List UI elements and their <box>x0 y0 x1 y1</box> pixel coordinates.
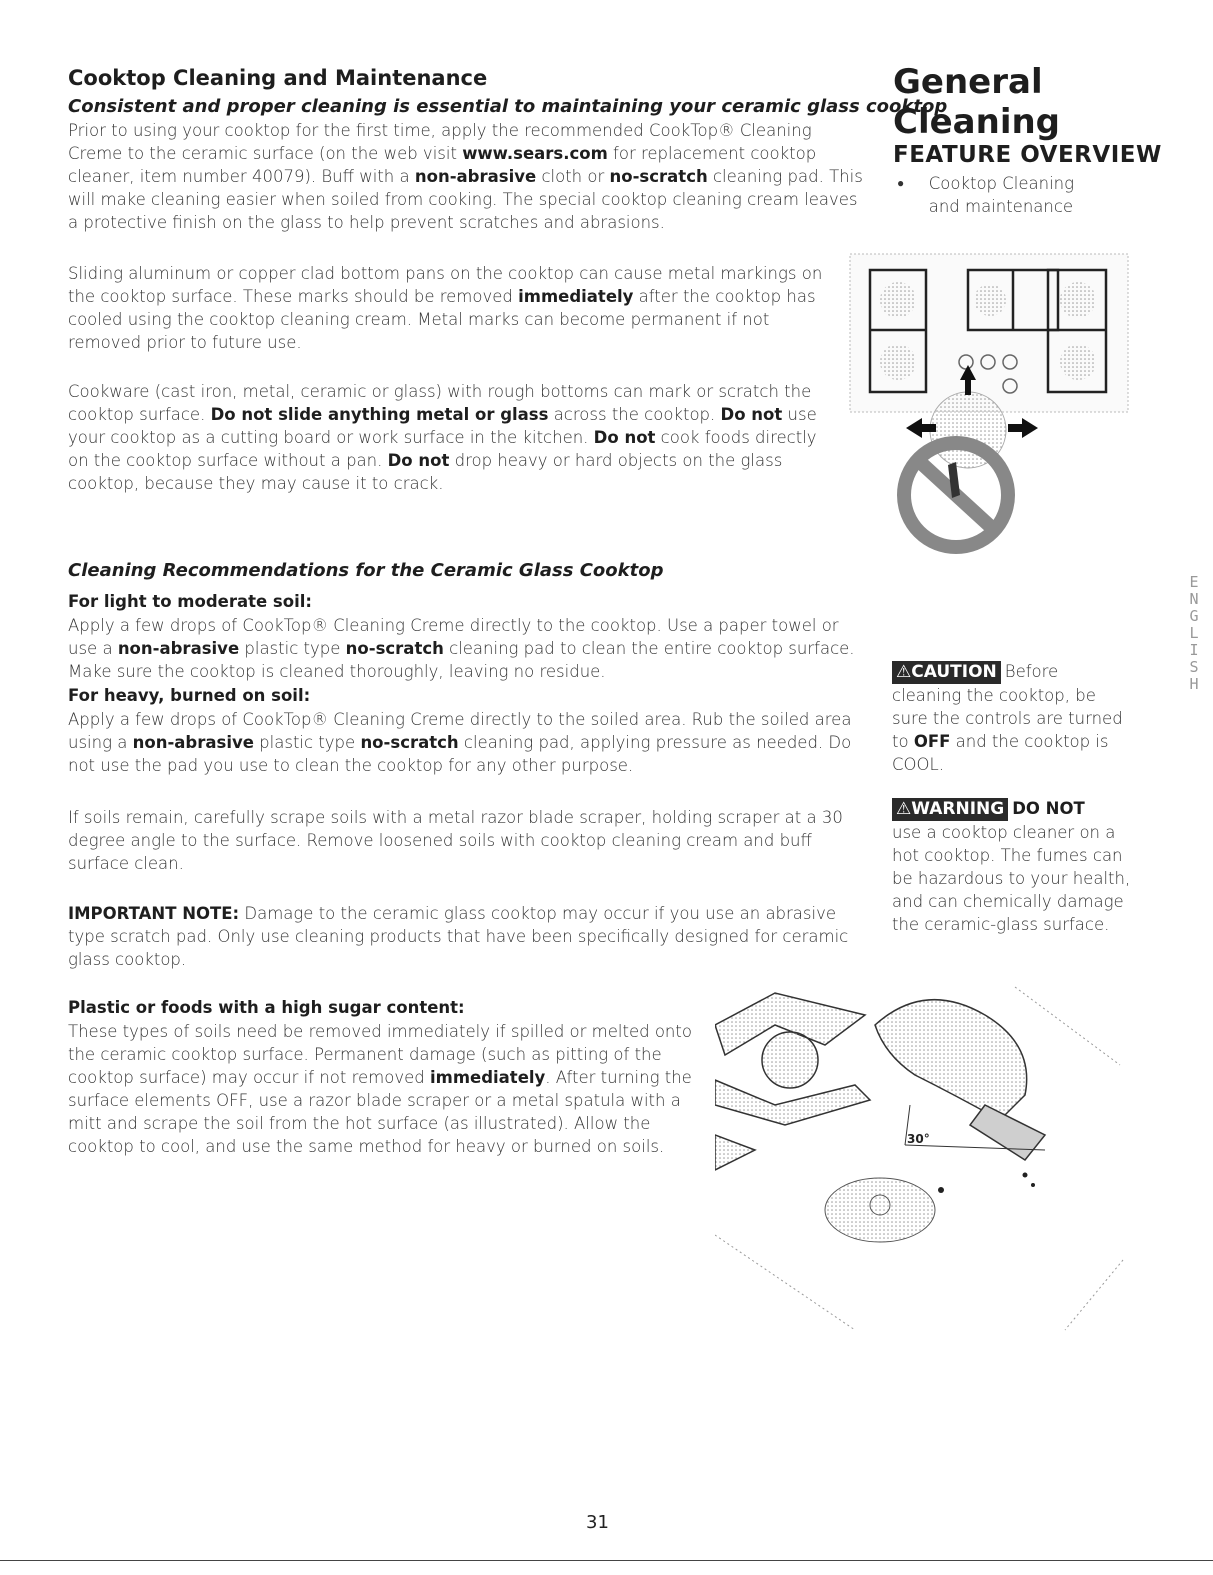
plastic-heading: Plastic or foods with a high sugar content: <box>68 998 465 1017</box>
paragraph-plastic: These types of soils need be removed immediately if spilled or melted onto the ceramic cooktop surface. Permanent damage (such as pitting of the cooktop surface) may occur if not removed immediately. After turning the surface elements OFF, use a razor blade scraper or a metal spatula with a mitt and scrape the soil from the hot surface (as illustrated). Allow the cooktop to cool, and use the same method for heavy or burned on soils. <box>68 1022 692 1156</box>
paragraph-scrape: If soils remain, carefully scrape soils with a metal razor blade scraper, holding scraper at a 30 degree angle to the surface. Remove loosened soils with cooktop cleaning cream and buff surface clean. <box>68 808 843 873</box>
warning-note: ⚠WARNING DO NOT use a cooktop cleaner on a hot cooktop. The fumes can be hazardous to your health, and can chemically damage the ceramic-glass surface. <box>892 799 1131 934</box>
light-soil-heading: For light to moderate soil: <box>68 592 312 611</box>
paragraph-light-soil: Apply a few drops of CookTop® Cleaning Creme directly to the cooktop. Use a paper towel or use a non-abrasive plastic type no-scratch cleaning pad to clean the entire cooktop surface. Make sure the cooktop is cleaned thoroughly, leaving no residue. <box>68 616 855 681</box>
page-number: 31 <box>586 1512 609 1533</box>
heavy-soil-heading: For heavy, burned on soil: <box>68 686 311 705</box>
alert-triangle-icon: ⚠ <box>896 662 912 682</box>
caution-note: ⚠CAUTION Before cleaning the cooktop, be sure the controls are turned to OFF and the cooktop is COOL. <box>892 662 1123 774</box>
paragraph-heavy-soil: Apply a few drops of CookTop® Cleaning Creme directly to the soiled area. Rub the soiled area using a non-abrasive plastic type no-scratch cleaning pad, applying pressure as needed. Do not use the pad you use to clean the cooktop for any other purpose. <box>68 710 852 775</box>
caution-badge: ⚠CAUTION <box>892 661 1001 684</box>
cooktop-no-slide-illustration <box>848 250 1130 560</box>
feature-list-item: ● Cooktop Cleaning and maintenance <box>897 174 1075 216</box>
sidebar-title: General Cleaning <box>893 62 1061 142</box>
paragraph-cookware: Cookware (cast iron, metal, ceramic or glass) with rough bottoms can mark or scratch the cooktop surface. Do not slide anything metal or glass across the cooktop. Do not use your cooktop as a cutting board or work surface in the kitchen. Do not cook foods directly on the cooktop surface without a pan. Do not drop heavy or hard objects on the glass cooktop, because they may cause it to crack. <box>68 382 817 493</box>
paragraph-important-note: IMPORTANT NOTE: Damage to the ceramic glass cooktop may occur if you use an abrasive type scratch pad. Only use cleaning products that have been specifically designed for ceramic glass cooktop. <box>68 904 849 969</box>
arrow-right-icon <box>1008 418 1038 438</box>
bullet-icon: ● <box>897 176 905 190</box>
scraper-illustration <box>715 985 1125 1335</box>
paragraph-first-use: Prior to using your cooktop for the first time, apply the recommended CookTop® Cleaning Creme to the ceramic surface (on the web visit www.sears.com for replacement cooktop cleaner, item number 40079). Buff with a non-abrasive cloth or no-scratch cleaning pad. This will make cleaning easier when soiled from cooking. The special cooktop cleaning cream leaves a protective finish on the glass to help prevent scratches and abrasions. <box>68 121 863 232</box>
alert-triangle-icon: ⚠ <box>896 799 912 819</box>
paragraph-metal-marks: Sliding aluminum or copper clad bottom pans on the cooktop can cause metal markings on the cooktop surface. These marks should be removed immediately after the cooktop has cooled using the cooktop cleaning cream. Metal marks can become permanent if not removed prior to future use. <box>68 264 823 352</box>
section-heading: Cooktop Cleaning and Maintenance <box>68 66 488 90</box>
warning-badge: ⚠WARNING <box>892 798 1008 821</box>
feature-overview-heading: FEATURE OVERVIEW <box>893 142 1162 168</box>
page-bottom-rule <box>0 1560 1213 1561</box>
recommendations-heading: Cleaning Recommendations for the Ceramic Glass Cooktop <box>68 560 664 581</box>
feature-list <box>897 172 1107 218</box>
language-tab: ENGLISH <box>1189 573 1199 693</box>
angle-label: 30° <box>907 1132 930 1146</box>
intro-heading: Consistent and proper cleaning is essential to maintaining your ceramic glass cooktop <box>68 96 948 117</box>
